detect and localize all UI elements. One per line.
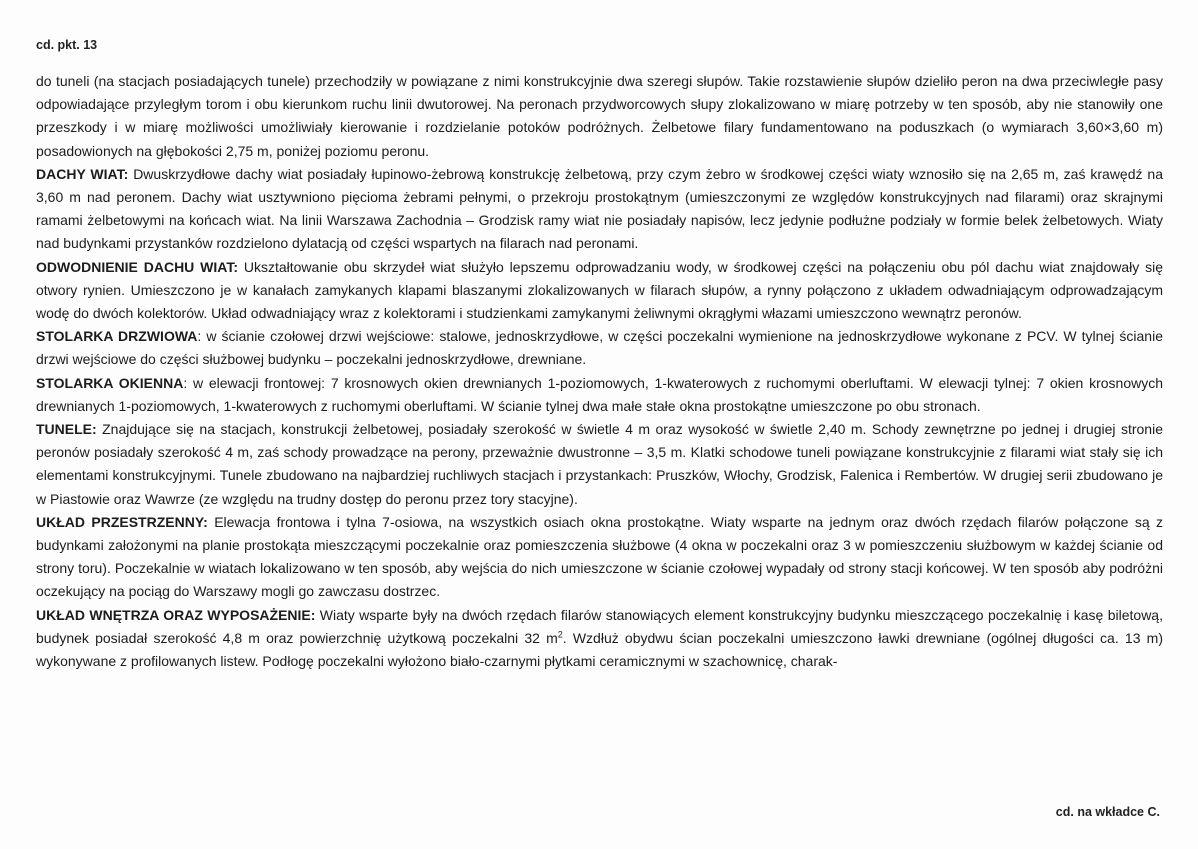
superscript: 2	[557, 629, 563, 640]
paragraph-text: Znajdujące się na stacjach, konstrukcji żelbetowej, posiadały szerokość w świetle 4 m oraz wysokość w świetle 2,40 m. Schody zewnętrzne po jednej i drugiej stronie peronów posiadały szerokość 4 m, zaś schody prowadzące na perony, przeważnie dwustronne – 3,5 m. Klatki schodowe tuneli powiązane konstrukcyjnie z filarami wiat stały się ich elementami konstrukcyjnymi. Tunele zbudowano na najbardziej ruchliwych stacjach i przystankach: Pruszków, Włochy, Grodzisk, Falenica i Rembertów. W drugiej serii zbudowano je w Piastowie oraz Wawrze (ze względu na trudny dostęp do peronu przez tory stacyjne).	[36, 421, 1163, 507]
page-footer: cd. na wkładce C.	[1055, 805, 1160, 819]
paragraph-text: Wiaty wsparte były na dwóch rzędach filarów stanowiących element konstrukcyjny budynku mieszczącego poczekalnię i kasę biletową, budynek posiadał szerokość 4,8 m oraz powierzchnię użytkową poczekalni 32 m	[36, 606, 1163, 646]
paragraph-stolarka-okienna	[36, 372, 1163, 418]
paragraph-text: Elewacja frontowa i tylna 7-osiowa, na wszystkich osiach okna prostokątne. Wiaty wsparte na jednym oraz dwóch rzędach filarów połączone są z budynkami założonymi na planie prostokąta mieszczącymi poczekalnie oraz pomieszczenia służbowe (4 okna w poczekalni oraz 3 w pomieszczeniu służbowym w każdej ścianie od strony toru). Poczekalnie w wiatach lokalizowano w ten sposób, aby wejścia do nich umieszczone w ścianie czołowej wypadały od strony stacji końcowej. W ten sposób aby podróżni oczekujący na pociąg do Warszawy mogli go zawczasu dostrzec.	[36, 513, 1163, 600]
paragraph-text: : w elewacji frontowej: 7 krosnowych okien drewnianych 1-poziomowych, 1-kwaterowych z ruchomymi oberluftami. W elewacji tylnej: 7 okien krosnowych drewnianych 1-poziomowych, 1-kwaterowych z ruchomymi oberluftami. W ścianie tylnej dwa małe stałe okna prostokątne umieszczone po obu stronach.	[36, 374, 1163, 414]
paragraph-tunele	[36, 418, 1163, 511]
section-heading: DACHY WIAT:	[36, 165, 129, 182]
paragraph-intro	[36, 70, 1163, 163]
section-heading: STOLARKA OKIENNA	[36, 374, 184, 391]
paragraph-uklad-przestrzenny	[36, 511, 1163, 604]
paragraph-text: Ukształtowanie obu skrzydeł wiat służyło lepszemu odprowadzaniu wody, w środkowej części na połączeniu obu pól dachu wiat znajdowały się otwory rynien. Umieszczono je w kanałach zamykanych klapami blaszanymi zlokalizowanych w filarach słupów, a rynny połączono z układem odwadniającym odprowadzającym wodę do dwóch kolektorów. Układ odwadniający wraz z kolektorami i studzienkami zamykanymi żeliwnymi okrągłymi włazami umieszczono wewnątrz peronów.	[36, 258, 1164, 322]
paragraph-text: do tuneli (na stacjach posiadających tunele) przechodziły w powiązane z nimi konstrukcyjnie dwa szeregi słupów. Takie rozstawienie słupów dzieliło peron na dwa przeciwległe pasy odpowiadające przyległym torom i obu kierunkom ruchu linii dwutorowej. Na peronach przydworcowych słupy zlokalizowano w miarę potrzeby w ten sposób, aby nie stanowiły one przeszkody i w miarę możliwości umożliwiały kierowanie i rozdzielanie potoków podróżnych. Żelbetowe filary fundamentowano na poduszkach (o wymiarach 3,60×3,60 m) posadowionych na głębokości 2,75 m, poniżej poziomu peronu.	[36, 73, 1163, 159]
paragraph-uklad-wnetrza	[36, 604, 1163, 674]
section-heading: UKŁAD PRZESTRZENNY:	[36, 513, 208, 530]
paragraph-text: . Wzdłuż obydwu ścian poczekalni umieszczono ławki drewniane (ogólnej długości ca. 13 m) wykonywane z profilowanych listew. Podłogę poczekalni wyłożono biało-czarnymi płytkami ceramicznymi w szachownicę, charak-	[36, 629, 1163, 670]
section-heading: STOLARKA DRZWIOWA	[36, 328, 198, 345]
section-heading: ODWODNIENIE DACHU WIAT:	[36, 258, 238, 275]
paragraph-odwodnienie	[36, 256, 1163, 326]
paragraph-dachy-wiat	[36, 163, 1163, 256]
paragraph-text: : w ścianie czołowej drzwi wejściowe: stalowe, jednoskrzydłowe, w części poczekalni wymienione na jednoskrzydłowe wykonane z PCV. W tylnej ścianie drzwi wejściowe do części służbowej budynku – poczekalni jednoskrzydłowe, drewniane.	[36, 328, 1163, 368]
section-heading: TUNELE:	[36, 421, 97, 438]
paragraph-text: Dwuskrzydłowe dachy wiat posiadały łupinowo-żebrową konstrukcję żelbetową, przy czym żebro w środkowej części wiaty wznosiło się na 2,65 m, zaś krawędź na 3,60 m nad peronem. Dachy wiat usztywniono pięcioma żebrami pełnymi, o przekroju prostokątnym (umieszczonymi ze względów konstrukcyjnych nad filarami) oraz skrajnymi ramami żelbetowymi na końcach wiat. Na linii Warszawa Zachodnia – Grodzisk ramy wiat nie posiadały napisów, lecz jedynie podłużne podziały w formie belek żelbetowych. Wiaty nad budynkami przystanków rozdzielono dylatacją od części wspartych na filarach nad peronami.	[36, 165, 1163, 252]
section-heading: UKŁAD WNĘTRZA ORAZ WYPOSAŻENIE:	[36, 606, 316, 623]
paragraph-stolarka-drzwiowa	[36, 325, 1163, 371]
page-header: cd. pkt. 13	[36, 38, 98, 52]
document-body	[36, 70, 1163, 673]
